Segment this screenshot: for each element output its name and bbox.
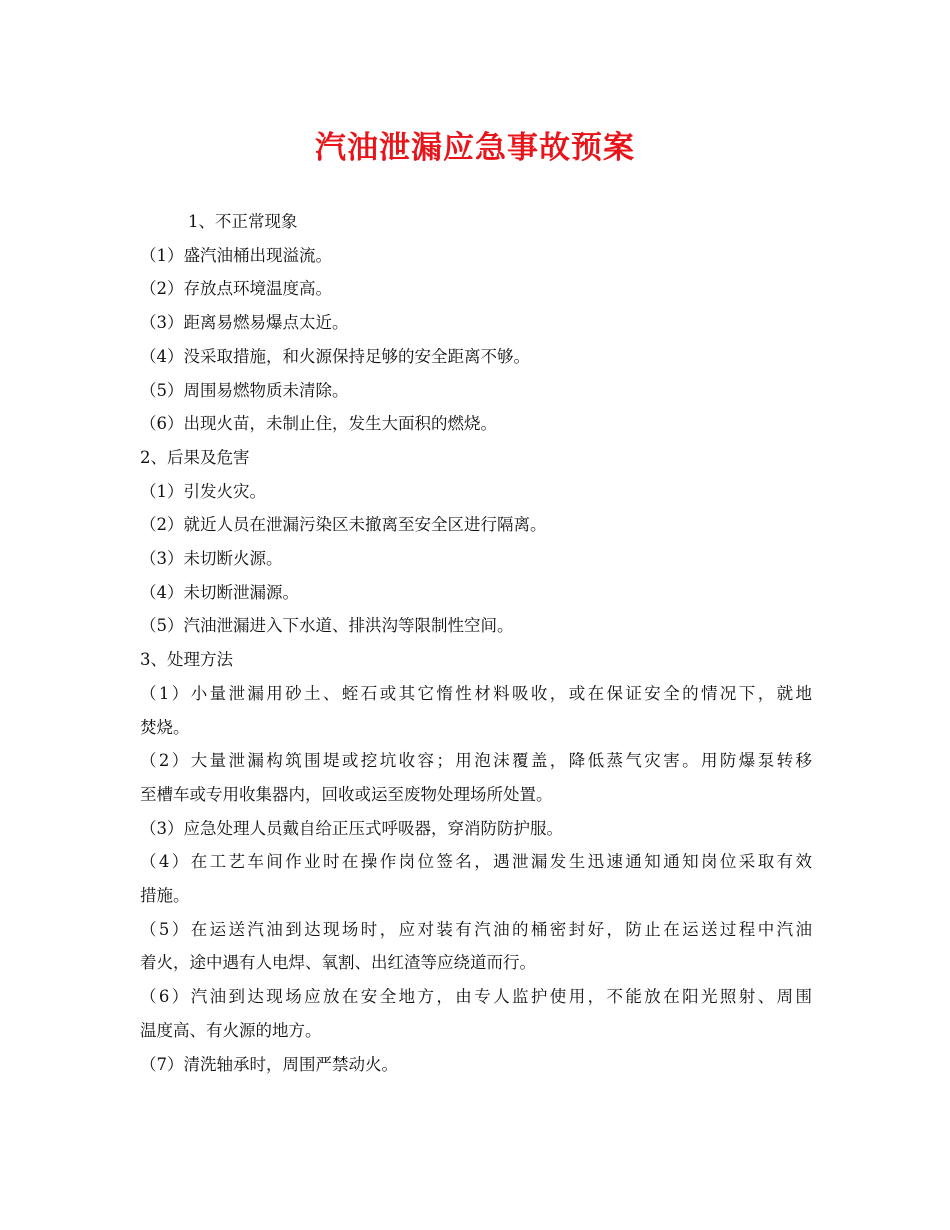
- paragraph-line: （5）周围易燃物质未清除。: [140, 380, 349, 400]
- paragraph-line: 至槽车或专用收集器内，回收或运至废物处理场所处置。: [140, 784, 553, 804]
- document-title: 汽油泄漏应急事故预案: [315, 130, 635, 166]
- paragraph-line: （5）在运送汽油到达现场时，应对装有汽油的桶密封好，防止在运送过程中汽油: [140, 919, 812, 939]
- section-heading-handling: 3、处理方法: [140, 650, 233, 670]
- paragraph-line: （2）存放点环境温度高。: [140, 279, 332, 299]
- paragraph-line: （3）未切断火源。: [140, 549, 283, 569]
- paragraph-line: 焚烧。: [140, 717, 190, 737]
- paragraph-line: 措施。: [140, 886, 190, 906]
- paragraph-line: 着火，途中遇有人电焊、氧割、出红渣等应绕道而行。: [140, 953, 536, 973]
- paragraph-line: （6）汽油到达现场应放在安全地方，由专人监护使用，不能放在阳光照射、周围: [140, 987, 812, 1007]
- paragraph-line: （4）在工艺车间作业时在操作岗位签名，遇泄漏发生迅速通知通知岗位采取有效: [140, 852, 812, 872]
- paragraph-line: （5）汽油泄漏进入下水道、排洪沟等限制性空间。: [140, 616, 514, 636]
- paragraph-line: （7）清洗轴承时，周围严禁动火。: [140, 1054, 398, 1074]
- section-heading-consequences: 2、后果及危害: [140, 447, 250, 467]
- paragraph-line: （1）盛汽油桶出现溢流。: [140, 245, 332, 265]
- section-heading-abnormal: 1、不正常现象: [188, 212, 298, 231]
- paragraph-line: （4）未切断泄漏源。: [140, 582, 299, 602]
- paragraph-line: （4）没采取措施，和火源保持足够的安全距离不够。: [140, 346, 530, 366]
- document-body: [140, 205, 812, 1081]
- paragraph-line: （2）就近人员在泄漏污染区未撤离至安全区进行隔离。: [140, 515, 547, 535]
- paragraph-line: （1）引发火灾。: [140, 481, 266, 501]
- paragraph-line: （2）大量泄漏构筑围堤或挖坑收容；用泡沫覆盖，降低蒸气灾害。用防爆泵转移: [140, 751, 812, 771]
- paragraph-line: （3）距离易燃易爆点太近。: [140, 313, 349, 333]
- paragraph-line: （6）出现火苗，未制止住，发生大面积的燃烧。: [140, 414, 497, 434]
- paragraph-line: （1）小量泄漏用砂土、蛭石或其它惰性材料吸收，或在保证安全的情况下，就地: [140, 683, 812, 703]
- paragraph-line: （3）应急处理人员戴自给正压式呼吸器，穿消防防护服。: [140, 818, 563, 838]
- paragraph-line: 温度高、有火源的地方。: [140, 1020, 322, 1040]
